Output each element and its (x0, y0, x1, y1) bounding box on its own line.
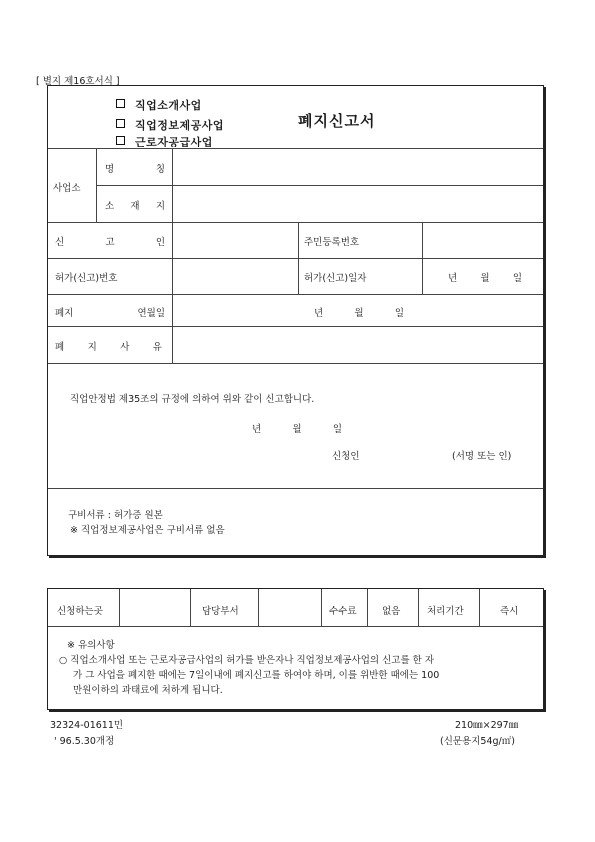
fee-label: 수수료 (329, 606, 357, 617)
department-field[interactable] (260, 591, 319, 624)
form-code: 32324-01611민 (50, 720, 124, 731)
closure-date-field[interactable]: 년 월 일 (314, 308, 404, 319)
applicant-label: 신 고 인 (55, 237, 165, 248)
workplace-label: 사업소 (53, 183, 81, 194)
paper-type: (신문용지54g/㎡) (440, 736, 515, 747)
office-section (47, 588, 544, 710)
notice-line-1: ○ 직업소개사업 또는 근로자공급사업의 허가를 받은자나 직업정보제공사업의 신고를 한 자 (59, 655, 435, 666)
document-title: 폐지신고서 (298, 112, 376, 130)
required-docs: 구비서류 : 허가증 원본 (68, 510, 163, 521)
checkbox-job-placement[interactable]: 직업소개사업 (116, 97, 202, 113)
required-docs-note: ※ 직업정보제공사업은 구비서류 없음 (70, 525, 225, 536)
notice-line-2: 가 그 사업을 폐지한 때에는 7일이내에 폐지신고를 하여야 하며, 이를 위반한 때에는 100 (73, 670, 440, 681)
form-number-label: [ 별지 제16호서식 ] (36, 76, 120, 87)
notice-line-3: 만원이하의 과태료에 처하게 됩니다. (73, 685, 223, 696)
location-label: 소 재 지 (105, 201, 165, 212)
sign-note: (서명 또는 인) (452, 451, 512, 462)
fee-value: 없음 (382, 606, 401, 617)
revision-date: ' 96.5.30개정 (54, 736, 115, 747)
applicant-field[interactable] (174, 224, 296, 256)
declaration-date[interactable]: 년 월 일 (252, 424, 342, 435)
rrn-field[interactable] (424, 224, 541, 256)
main-form (47, 85, 544, 556)
permit-number-label: 허가(신고)번호 (55, 273, 118, 284)
department-label: 담당부서 (202, 606, 239, 617)
permit-date-label: 허가(신고)일자 (304, 273, 367, 284)
reason-label: 폐 지 사 유 (55, 342, 162, 353)
rrn-label: 주민등록번호 (304, 237, 360, 248)
checkbox-job-info[interactable]: 직업정보제공사업 (116, 117, 224, 133)
permit-date-field[interactable]: 년 월 일 (448, 273, 522, 284)
paper-size: 210㎜×297㎜ (455, 720, 519, 731)
checkbox-icon[interactable] (116, 119, 125, 128)
name-label: 명 칭 (105, 164, 165, 175)
processing-label: 처리기간 (427, 606, 464, 617)
location-field[interactable] (174, 187, 541, 220)
processing-value: 즉시 (500, 606, 519, 617)
notice-heading: ※ 유의사항 (67, 640, 115, 651)
submit-to-label: 신청하는곳 (57, 606, 103, 617)
checkbox-icon[interactable] (116, 136, 125, 145)
declaration-text: 직업안정법 제35조의 규정에 의하여 위와 같이 신고합니다. (70, 394, 315, 405)
closure-date-label: 폐지 연월일 (55, 308, 165, 319)
checkbox-icon[interactable] (116, 99, 125, 108)
name-field[interactable] (174, 150, 541, 183)
reason-field[interactable] (174, 328, 541, 361)
signer-label: 신청인 (332, 451, 360, 462)
permit-number-field[interactable] (174, 260, 296, 292)
checkbox-labor-supply[interactable]: 근로자공급사업 (116, 134, 213, 147)
submit-to-field[interactable] (121, 591, 188, 624)
